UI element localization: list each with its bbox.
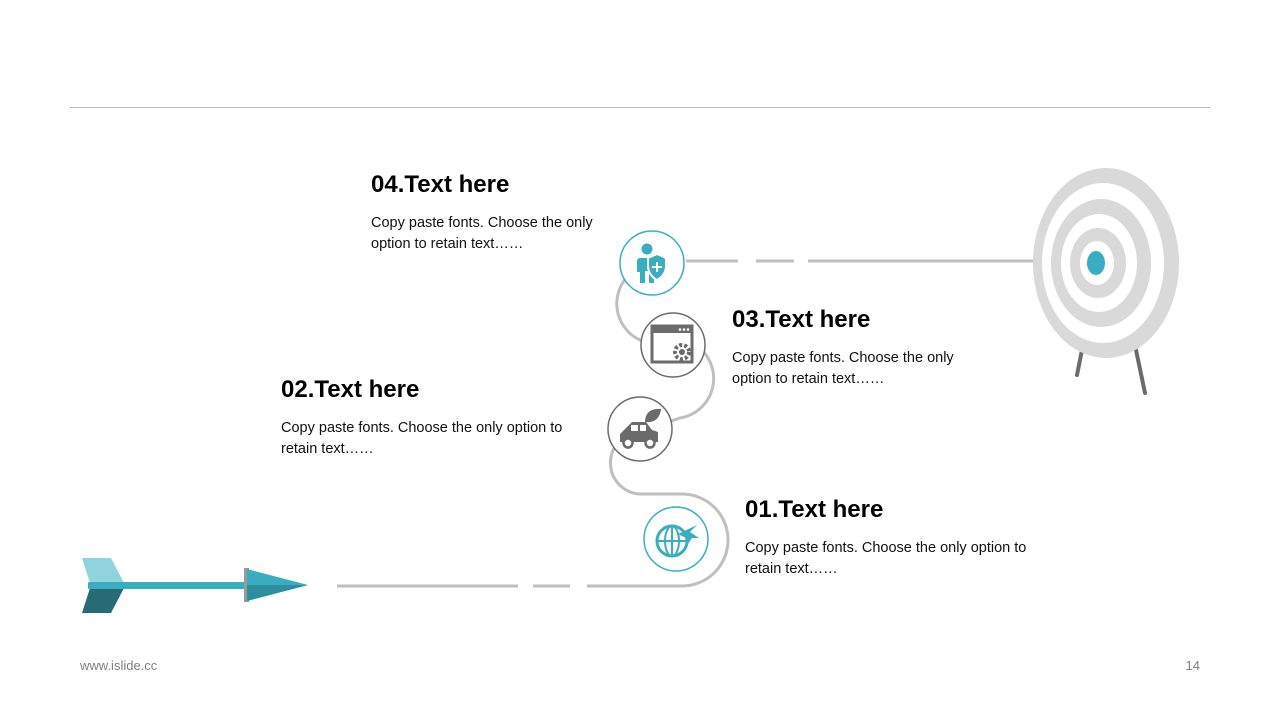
page-number: 14 bbox=[1185, 658, 1200, 673]
arrow-icon bbox=[82, 558, 308, 613]
step-title: 01.Text here bbox=[745, 496, 884, 523]
step-01 bbox=[745, 496, 1045, 580]
step-body: Copy paste fonts. Choose the only option to retain text…… bbox=[281, 420, 563, 457]
step-04 bbox=[371, 171, 611, 255]
step-title: 02.Text here bbox=[281, 376, 420, 403]
step-body: Copy paste fonts. Choose the only option to retain text…… bbox=[371, 215, 593, 252]
step-02 bbox=[281, 376, 581, 460]
step-body: Copy paste fonts. Choose the only option to retain text…… bbox=[732, 350, 954, 387]
step-title: 03.Text here bbox=[732, 306, 871, 333]
footer-website: www.islide.cc bbox=[80, 658, 158, 673]
eco-car-icon bbox=[608, 397, 672, 461]
step-03 bbox=[732, 306, 972, 390]
person-shield-icon bbox=[620, 231, 684, 295]
target-icon bbox=[1033, 168, 1179, 393]
globe-plane-icon bbox=[644, 507, 708, 571]
browser-gear-icon bbox=[641, 313, 705, 377]
step-body: Copy paste fonts. Choose the only option to retain text…… bbox=[745, 540, 1027, 577]
step-title: 04.Text here bbox=[371, 171, 510, 198]
